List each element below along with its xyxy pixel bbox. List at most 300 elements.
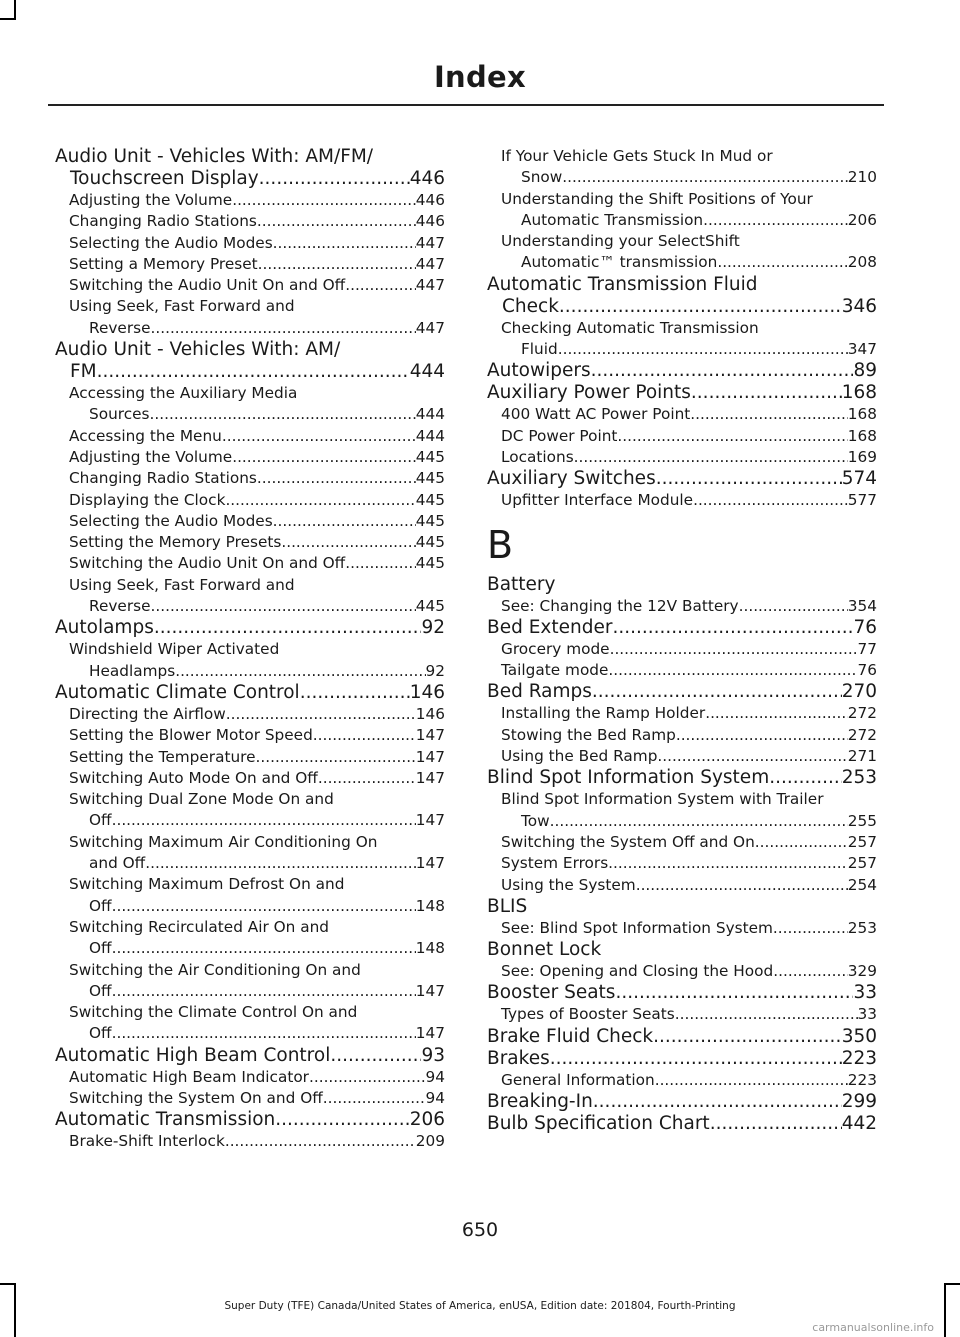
entry-text: Automatic High Beam Indicator — [69, 1067, 309, 1086]
entry-text: Using Seek, Fast Forward and — [69, 297, 295, 316]
entry-text: General Information — [501, 1070, 655, 1089]
index-entry[interactable] — [487, 617, 877, 639]
entry-text: Booster Seats — [487, 982, 616, 1004]
dot-leader — [675, 1004, 858, 1025]
dot-leader — [225, 490, 415, 511]
entry-text: Breaking-In — [487, 1091, 593, 1113]
dot-leader — [676, 725, 848, 746]
page-reference[interactable]: 147 — [415, 854, 445, 873]
entry-text: Grocery mode — [501, 639, 610, 658]
entry-text: Selecting the Audio Modes — [69, 511, 273, 530]
dot-leader — [559, 296, 842, 318]
index-column-right — [487, 146, 877, 1135]
index-entry[interactable] — [487, 1113, 877, 1135]
entry-text: Audio Unit - Vehicles With: AM/FM/ — [55, 146, 374, 167]
entry-text: Stowing the Bed Ramp — [501, 725, 676, 744]
entry-text: Auxiliary Power Points — [487, 382, 691, 404]
page-reference[interactable]: 444 — [409, 361, 445, 383]
entry-text: Autowipers — [487, 360, 591, 382]
index-entry[interactable] — [487, 574, 877, 596]
entry-text: Fluid — [521, 340, 558, 359]
entry-text: 400 Watt AC Power Point — [501, 405, 691, 424]
index-subentry[interactable] — [55, 532, 445, 553]
entry-text: Understanding your SelectShift — [501, 232, 740, 251]
dot-leader — [112, 938, 416, 959]
index-subentry[interactable] — [55, 468, 445, 489]
page-reference[interactable]: 169 — [847, 447, 877, 466]
page-reference[interactable]: 447 — [415, 254, 445, 273]
entry-text: and Off — [89, 854, 146, 873]
index-subentry[interactable] — [55, 639, 445, 682]
dot-leader — [281, 532, 415, 553]
dot-leader — [273, 511, 416, 532]
entry-text: Off — [89, 896, 112, 915]
page-reference[interactable]: 446 — [415, 212, 445, 231]
index-subentry[interactable] — [487, 639, 877, 660]
index-entry[interactable] — [487, 274, 877, 318]
dot-leader — [693, 490, 848, 511]
index-entry[interactable] — [487, 360, 877, 382]
index-subentry[interactable] — [55, 190, 445, 211]
dot-leader — [151, 318, 416, 339]
index-entry[interactable] — [487, 939, 877, 961]
dot-leader — [617, 426, 847, 447]
entry-text: Bonnet Lock — [487, 939, 602, 961]
page-reference[interactable]: 445 — [415, 533, 445, 552]
index-subentry[interactable] — [487, 490, 877, 511]
page-reference[interactable]: 33 — [857, 1005, 877, 1024]
entry-text: Changing Radio Stations — [69, 212, 257, 231]
index-subentry[interactable] — [55, 1088, 445, 1109]
index-subentry[interactable] — [487, 746, 877, 767]
index-subentry[interactable] — [55, 789, 445, 832]
index-subentry[interactable] — [487, 596, 877, 617]
dot-leader — [705, 703, 848, 724]
index-subentry[interactable] — [55, 296, 445, 339]
page-reference[interactable]: 148 — [415, 939, 445, 958]
index-entry[interactable] — [487, 767, 877, 789]
page-reference[interactable]: 446 — [409, 168, 445, 189]
index-subentry[interactable] — [55, 874, 445, 917]
index-subentry[interactable] — [55, 1067, 445, 1088]
page-reference[interactable]: 271 — [847, 747, 877, 766]
entry-text: Reverse — [89, 597, 151, 616]
index-subentry[interactable] — [55, 254, 445, 275]
dot-leader — [717, 252, 847, 273]
entry-text: Using Seek, Fast Forward and — [69, 575, 295, 594]
entry-text: Switching the Audio Unit On and Off — [69, 276, 346, 295]
dot-leader — [574, 447, 848, 468]
entry-text: Switching the Air Conditioning On and — [69, 960, 361, 979]
index-subentry[interactable] — [487, 231, 877, 274]
index-subentry[interactable] — [55, 233, 445, 254]
entry-text: Switching the System Off and On — [501, 832, 755, 851]
entry-text: Sources — [89, 405, 150, 424]
page-reference[interactable]: 447 — [415, 276, 445, 295]
page-reference[interactable]: 168 — [847, 405, 877, 424]
watermark: carmanualsonline.info — [812, 1321, 934, 1334]
dot-leader — [656, 468, 842, 490]
entry-text: Windshield Wiper Activated — [69, 640, 280, 659]
entry-text: Reverse — [89, 318, 151, 337]
dot-leader — [592, 681, 842, 703]
index-entry[interactable] — [55, 617, 445, 639]
index-entry[interactable] — [55, 682, 445, 704]
entry-text: Switching Maximum Defrost On and — [69, 875, 345, 894]
index-entry[interactable] — [487, 681, 877, 703]
index-subentry[interactable] — [55, 768, 445, 789]
index-subentry[interactable] — [55, 211, 445, 232]
index-subentry[interactable] — [55, 747, 445, 768]
entry-text: Switching the System On and Off — [69, 1088, 323, 1107]
page-reference[interactable]: 253 — [847, 918, 877, 937]
index-subentry[interactable] — [487, 725, 877, 746]
entry-text: Automatic Transmission — [521, 210, 704, 229]
entry-text: Check — [502, 295, 559, 317]
page-reference[interactable]: 254 — [847, 875, 877, 894]
index-subentry[interactable] — [487, 918, 877, 939]
index-entry[interactable] — [487, 468, 877, 490]
dot-leader — [257, 468, 416, 489]
crop-mark-top-left — [14, 0, 16, 20]
entry-text: Checking Automatic Transmission — [501, 318, 759, 337]
page-reference[interactable]: 444 — [415, 426, 445, 445]
entry-text: Snow — [521, 168, 563, 187]
entry-text: Battery — [487, 573, 556, 595]
dot-leader — [615, 982, 853, 1004]
index-subentry[interactable] — [55, 447, 445, 468]
index-subentry[interactable] — [55, 575, 445, 618]
dot-leader — [562, 167, 848, 188]
page-reference[interactable]: 445 — [415, 511, 445, 530]
dot-leader — [257, 211, 416, 232]
dot-leader — [256, 747, 416, 768]
page-reference[interactable]: 329 — [847, 962, 877, 981]
page-reference[interactable]: 77 — [857, 639, 877, 658]
entry-text: Auxiliary Switches — [487, 468, 656, 490]
page-reference[interactable]: 223 — [847, 1070, 877, 1089]
dot-leader — [225, 1131, 416, 1152]
dot-leader — [608, 853, 848, 874]
page-reference[interactable]: 147 — [415, 1024, 445, 1043]
page-reference[interactable]: 147 — [415, 747, 445, 766]
page-reference[interactable]: 354 — [847, 596, 877, 615]
dot-leader — [330, 1045, 421, 1067]
dot-leader — [300, 682, 410, 704]
index-subentry[interactable] — [55, 704, 445, 725]
section-letter: B — [487, 522, 514, 567]
entry-text: Brake Fluid Check — [487, 1025, 654, 1047]
page-reference[interactable]: 574 — [841, 468, 877, 490]
dot-leader — [226, 704, 416, 725]
dot-leader — [222, 426, 416, 447]
entry-text: Touchscreen Display — [70, 168, 259, 189]
dot-leader — [769, 767, 841, 789]
index-subentry[interactable] — [487, 189, 877, 232]
index-subentry[interactable] — [55, 1002, 445, 1045]
dot-leader — [318, 768, 416, 789]
index-subentry[interactable] — [487, 447, 877, 468]
crop-mark-bottom-right-h — [944, 1283, 960, 1285]
entry-text: Selecting the Audio Modes — [69, 233, 273, 252]
dot-leader — [232, 447, 416, 468]
dot-leader — [154, 617, 422, 639]
index-subentry[interactable] — [55, 275, 445, 296]
page-reference[interactable]: 445 — [415, 554, 445, 573]
dot-leader — [691, 382, 842, 404]
index-subentry[interactable] — [55, 1131, 445, 1152]
dot-leader — [703, 210, 848, 231]
entry-text: Setting the Blower Motor Speed — [69, 726, 313, 745]
page-reference[interactable]: 347 — [847, 340, 877, 359]
entry-text: Types of Booster Seats — [501, 1005, 675, 1024]
index-entry[interactable] — [487, 982, 877, 1004]
entry-text: BLIS — [487, 895, 528, 917]
index-entry[interactable] — [487, 896, 877, 918]
index-entry[interactable] — [487, 1091, 877, 1113]
index-entry[interactable] — [55, 146, 445, 190]
entry-text: Upfitter Interface Module — [501, 491, 694, 510]
entry-text: Blind Spot Information System — [487, 767, 770, 789]
entry-text: Blind Spot Information System with Trailer — [501, 790, 824, 809]
entry-text: Setting a Memory Preset — [69, 254, 258, 273]
page-reference[interactable]: 442 — [841, 1113, 877, 1135]
dot-leader — [610, 639, 858, 660]
page-reference[interactable]: 206 — [409, 1109, 445, 1131]
index-entry[interactable] — [487, 382, 877, 404]
index-subentry[interactable] — [55, 917, 445, 960]
page-reference[interactable]: 257 — [847, 832, 877, 851]
dot-leader — [653, 1026, 842, 1048]
page-reference[interactable]: 446 — [415, 191, 445, 209]
entry-text: Using the System — [501, 875, 636, 894]
page-reference[interactable]: 253 — [841, 767, 877, 789]
dot-leader — [593, 1091, 842, 1113]
index-entry[interactable] — [55, 1045, 445, 1067]
entry-text: Automatic High Beam Control — [55, 1044, 331, 1066]
index-subentry[interactable] — [487, 1070, 877, 1091]
page-reference[interactable]: 223 — [841, 1047, 877, 1069]
dot-leader — [258, 254, 416, 275]
entry-text: See: Changing the 12V Battery — [501, 596, 739, 615]
entry-text: Adjusting the Volume — [69, 447, 233, 466]
page-reference[interactable]: 147 — [415, 726, 445, 745]
dot-leader — [112, 981, 416, 1002]
index-entry[interactable] — [55, 1109, 445, 1131]
entry-text: System Errors — [501, 854, 609, 873]
page-reference[interactable]: 76 — [857, 661, 877, 680]
dot-leader — [773, 961, 848, 982]
dot-leader — [755, 832, 848, 853]
entry-text: Bed Extender — [487, 616, 613, 638]
page-reference[interactable]: 92 — [421, 617, 445, 639]
entry-text: Autolamps — [55, 617, 154, 639]
dot-leader — [112, 810, 416, 831]
page-reference[interactable]: 272 — [847, 704, 877, 723]
index-subentry[interactable] — [55, 960, 445, 1003]
page-title: Index — [433, 60, 527, 94]
page-reference[interactable]: 168 — [841, 382, 877, 404]
index-subentry[interactable] — [55, 490, 445, 511]
dot-leader — [273, 233, 416, 254]
entry-text: Switching Recirculated Air On and — [69, 917, 330, 936]
page-reference[interactable]: 445 — [415, 597, 445, 616]
entry-text: Adjusting the Volume — [69, 191, 233, 209]
page-reference[interactable]: 445 — [415, 469, 445, 488]
entry-text: Locations — [501, 447, 574, 466]
page-reference[interactable]: 210 — [847, 168, 877, 187]
index-subentry[interactable] — [487, 404, 877, 425]
index-subentry[interactable] — [487, 146, 877, 189]
entry-text: Headlamps — [89, 661, 176, 680]
entry-text: Automatic™ transmission — [521, 253, 718, 272]
entry-text: Changing Radio Stations — [69, 469, 257, 488]
entry-text: Tow — [521, 811, 550, 830]
page-reference[interactable]: 445 — [415, 490, 445, 509]
page-reference[interactable]: 209 — [415, 1132, 445, 1151]
entry-text: Installing the Ramp Holder — [501, 704, 706, 723]
index-subentry[interactable] — [55, 725, 445, 746]
index-entry[interactable] — [487, 1048, 877, 1070]
dot-leader — [175, 661, 425, 682]
index-subentry[interactable] — [487, 789, 877, 832]
dot-leader — [150, 404, 416, 425]
page-reference[interactable]: 94 — [425, 1088, 445, 1107]
index-subentry[interactable] — [55, 383, 445, 426]
entry-text: Directing the Airflow — [69, 704, 226, 723]
dot-leader — [710, 1113, 842, 1135]
dot-leader — [313, 725, 416, 746]
dot-leader — [275, 1109, 409, 1131]
entry-text: See: Blind Spot Information System — [501, 918, 773, 937]
dot-leader — [323, 1088, 426, 1109]
page-reference[interactable]: 299 — [841, 1091, 877, 1113]
index-subentry[interactable] — [487, 961, 877, 982]
page-reference[interactable]: 444 — [415, 405, 445, 424]
entry-text: Using the Bed Ramp — [501, 747, 658, 766]
dot-leader — [145, 853, 416, 874]
entry-text: Switching Dual Zone Mode On and — [69, 790, 334, 809]
dot-leader — [151, 596, 416, 617]
dot-leader — [259, 168, 410, 190]
dot-leader — [655, 1070, 848, 1091]
dot-leader — [112, 896, 416, 917]
entry-text: If Your Vehicle Gets Stuck In Mud or — [501, 147, 773, 165]
page-reference[interactable]: 447 — [415, 233, 445, 252]
entry-text: Off — [89, 1024, 112, 1043]
index-subentry[interactable] — [55, 426, 445, 447]
index-entry[interactable] — [55, 339, 445, 383]
dot-leader — [558, 339, 848, 360]
dot-leader — [773, 918, 848, 939]
entry-text: Accessing the Auxiliary Media — [69, 384, 298, 403]
page-reference[interactable]: 147 — [415, 811, 445, 830]
page-reference[interactable]: 272 — [847, 725, 877, 744]
dot-leader — [657, 746, 847, 767]
dot-leader — [345, 275, 416, 296]
page-reference[interactable]: 146 — [409, 681, 445, 703]
dot-leader — [232, 190, 416, 211]
page-reference[interactable]: 148 — [415, 896, 445, 915]
index-subentry[interactable] — [487, 426, 877, 447]
crop-mark-bottom-left-h — [0, 1283, 16, 1285]
page-number: 650 — [461, 1219, 499, 1241]
dot-leader — [550, 811, 848, 832]
page-reference[interactable]: 270 — [841, 681, 877, 703]
page-reference[interactable]: 350 — [841, 1025, 877, 1047]
page-reference[interactable]: 447 — [415, 318, 445, 337]
entry-text: Off — [89, 939, 112, 958]
entry-text: Tailgate mode — [501, 661, 609, 680]
page-reference[interactable]: 346 — [841, 295, 877, 317]
dot-leader — [739, 596, 848, 617]
entry-text: Understanding the Shift Positions of Your — [501, 189, 813, 208]
page-reference[interactable]: 146 — [415, 704, 445, 723]
page-reference[interactable]: 255 — [847, 811, 877, 830]
index-entry[interactable] — [487, 1026, 877, 1048]
dot-leader — [97, 361, 410, 383]
index-subentry[interactable] — [487, 660, 877, 681]
page-reference[interactable]: 445 — [415, 447, 445, 466]
page-reference[interactable]: 208 — [847, 253, 877, 272]
page-reference[interactable]: 33 — [853, 982, 877, 1004]
dot-leader — [309, 1067, 426, 1088]
dot-leader — [345, 553, 416, 574]
entry-text: Switching Auto Mode On and Off — [69, 768, 318, 787]
index-subentry[interactable] — [487, 875, 877, 896]
page-reference[interactable]: 76 — [853, 616, 877, 638]
page-reference[interactable]: 147 — [415, 981, 445, 1000]
page-reference[interactable]: 94 — [425, 1067, 445, 1086]
entry-text: Off — [89, 811, 112, 830]
page-reference[interactable]: 147 — [415, 768, 445, 787]
index-subentry[interactable] — [55, 511, 445, 532]
entry-text: Brake-Shift Interlock — [69, 1132, 225, 1151]
entry-text: Off — [89, 981, 112, 1000]
entry-text: Setting the Temperature — [69, 747, 256, 766]
index-subentry[interactable] — [487, 703, 877, 724]
dot-leader — [591, 360, 854, 382]
entry-text: Bulb Specification Chart — [487, 1113, 710, 1135]
entry-text: FM — [70, 361, 97, 383]
entry-text: Displaying the Clock — [69, 490, 226, 509]
crop-mark-top-left-h — [0, 18, 16, 20]
page-reference[interactable]: 92 — [425, 661, 445, 680]
index-subentry[interactable] — [487, 318, 877, 361]
index-subentry[interactable] — [487, 1004, 877, 1025]
index-subentry[interactable] — [55, 553, 445, 574]
page-reference[interactable]: 257 — [847, 854, 877, 873]
page-reference[interactable]: 93 — [421, 1044, 445, 1066]
dot-leader — [608, 660, 857, 681]
entry-text: Switching the Climate Control On and — [69, 1003, 358, 1022]
page-reference[interactable]: 577 — [847, 491, 877, 510]
index-subentry[interactable] — [487, 853, 877, 874]
dot-leader — [550, 1048, 842, 1070]
entry-text: Brakes — [487, 1047, 550, 1069]
index-subentry[interactable] — [55, 832, 445, 875]
index-column-left — [55, 146, 445, 1153]
page-reference[interactable]: 89 — [853, 360, 877, 382]
entry-text: See: Opening and Closing the Hood — [501, 962, 774, 981]
page-reference[interactable]: 206 — [847, 210, 877, 229]
dot-leader — [690, 404, 848, 425]
index-subentry[interactable] — [487, 832, 877, 853]
footer-edition-text: Super Duty (TFE) Canada/United States of America, enUSA, Edition date: 201804, Fourth-Printing — [224, 1300, 736, 1312]
page-reference[interactable]: 168 — [847, 426, 877, 445]
entry-text: Switching Maximum Air Conditioning On — [69, 832, 378, 851]
entry-text: Automatic Transmission — [55, 1109, 276, 1131]
